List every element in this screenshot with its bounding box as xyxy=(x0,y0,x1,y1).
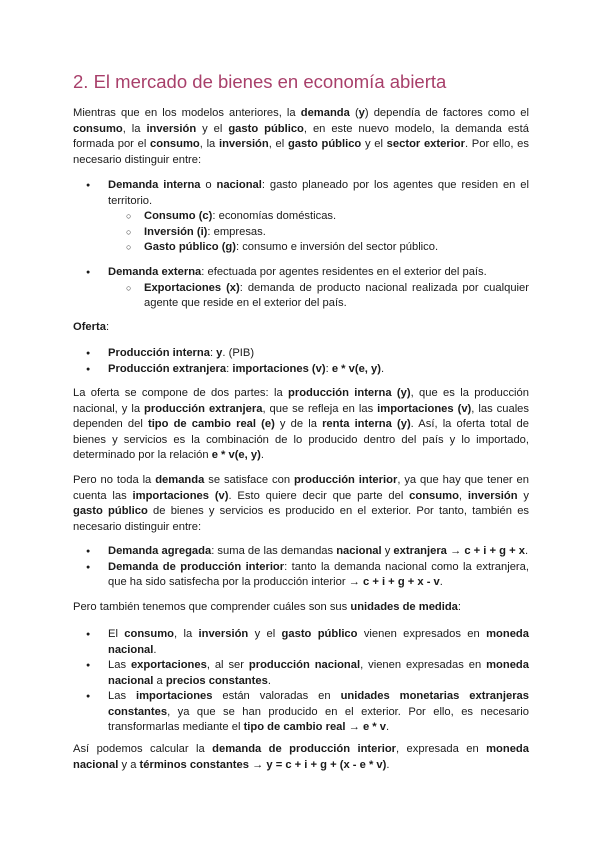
conclusion-paragraph xyxy=(73,742,529,773)
bold-term: c + i + g + x xyxy=(464,545,525,557)
bold-term: moneda nacional xyxy=(73,743,529,771)
bold-term: gasto público xyxy=(228,122,304,135)
bold-term: consumo xyxy=(409,489,459,502)
bold-term: moneda nacional xyxy=(108,659,529,687)
bold-term: importaciones (v) xyxy=(377,402,472,415)
list-item: ● El consumo, la inversión y el gasto público vienen expresados en moneda nacional. xyxy=(73,627,529,658)
list-item: ● Producción extranjera: importaciones (v): e * v(e, y). xyxy=(73,362,529,378)
sub-list-item: ○ Inversión (i): empresas. xyxy=(73,225,529,241)
list-item: ● Demanda interna o nacional: gasto planeado por los agentes que residen en el territorio. xyxy=(73,178,529,209)
bold-term: exportaciones xyxy=(130,659,207,671)
list-item: ● Demanda de producción interior: tanto la demanda nacional como la extranjera, que ha sido satisfecha por la producción interior → c + i + g + x - v. xyxy=(73,560,529,591)
bold-term: producción interior xyxy=(293,474,398,486)
sub-list-item: ○ Consumo (c): economías domésticas. xyxy=(73,209,529,225)
bold-term: consumo xyxy=(150,138,200,150)
bold-term: precios constantes xyxy=(165,674,268,687)
bold-term: inversión xyxy=(218,138,269,150)
bold-term: Producción interna xyxy=(108,347,210,359)
paragraph: Así podemos calcular la demanda de producción interior, expresada en moneda nacional y a términos constantes → y = c + i + g + (x - e * v). xyxy=(73,743,529,771)
imports-paragraph xyxy=(73,473,529,535)
sub-list-item: ○ Gasto público (g): consumo e inversión del sector público. xyxy=(73,240,529,256)
units-list xyxy=(73,627,529,736)
bold-term: producción interna (y) xyxy=(288,387,411,399)
bold-term: inversión xyxy=(198,628,249,640)
bold-term: tipo de cambio real xyxy=(243,721,346,733)
oferta-heading xyxy=(73,320,529,336)
bold-term: inversión xyxy=(146,122,197,135)
bold-term: extranjera xyxy=(393,545,447,557)
bold-term: e * v(e, y) xyxy=(211,449,261,461)
bold-term: e * v(e, y) xyxy=(331,362,381,375)
bold-term: Exportaciones (x) xyxy=(144,281,240,294)
supply-list xyxy=(73,346,529,377)
bullet-list xyxy=(73,178,529,256)
bullet-list xyxy=(73,346,529,377)
bold-term: demanda de producción interior xyxy=(212,743,397,755)
bold-term: gasto público xyxy=(281,628,358,640)
bold-term: Producción extranjera xyxy=(108,362,227,375)
section-title: 2. El mercado de bienes en economía abierta xyxy=(73,71,447,92)
list-item: ● Demanda externa: efectuada por agentes residentes en el exterior del país. xyxy=(73,265,529,281)
bold-term: e * v xyxy=(362,721,386,733)
bold-term: Oferta xyxy=(73,321,106,333)
bold-term: renta interna (y) xyxy=(322,418,411,430)
bullet-list xyxy=(73,265,529,312)
bold-term: y = c + i + g + (x - e * v) xyxy=(266,758,387,771)
paragraph: La oferta se compone de dos partes: la producción interna (y), que es la producción nacional, y la producción extranjera, que se refleja en las importaciones (v), las cuales dependen del tipo de cambio real (e) y de la renta interna (y). Así, la oferta total de bienes y servicios es la combinación de lo producido dentro del país y lo importado, determinado por la relación e * v(e, y). xyxy=(73,387,529,461)
bold-term: producción nacional xyxy=(248,659,361,671)
bold-term: Gasto público (g) xyxy=(144,241,236,253)
bold-term: importaciones xyxy=(136,690,213,702)
paragraph: Mientras que en los modelos anteriores, la demanda (y) dependía de factores como el consumo, la inversión y el gasto público, en este nuevo modelo, la demanda está formada por el consumo, la inversión, el gasto público y el sector exterior. Por ello, es necesario distinguir entre: xyxy=(73,107,530,166)
bold-term: Demanda agregada xyxy=(108,545,212,557)
bold-term: Inversión (i) xyxy=(144,225,208,238)
list-item: ● Producción interna: y. (PIB) xyxy=(73,346,529,362)
bold-term: gasto público xyxy=(73,505,148,517)
bold-term: nacional xyxy=(216,179,262,191)
list-item: ● Demanda agregada: suma de las demandas nacional y extranjera → c + i + g + x. xyxy=(73,544,529,560)
bold-term: consumo xyxy=(73,122,123,135)
bold-term: unidades de medida xyxy=(350,601,458,613)
bold-term: y xyxy=(216,347,223,359)
bold-term: tipo de cambio real (e) xyxy=(147,418,275,430)
bold-term: consumo xyxy=(124,628,175,640)
intro-paragraph xyxy=(73,106,529,168)
units-paragraph xyxy=(73,600,529,616)
bold-term: importaciones (v) xyxy=(132,489,229,502)
bold-term: sector exterior xyxy=(386,138,465,150)
bold-term: Demanda externa xyxy=(108,266,202,278)
bold-term: Demanda interna xyxy=(108,179,201,191)
domestic-demand-list xyxy=(73,178,529,256)
bold-term: importaciones (v) xyxy=(232,362,326,375)
bold-term: demanda xyxy=(155,474,205,486)
supply-paragraph xyxy=(73,386,529,464)
bold-term: gasto público xyxy=(287,138,362,150)
paragraph: Oferta: xyxy=(73,321,110,333)
bold-term: demanda xyxy=(300,107,350,119)
bullet-list xyxy=(73,627,529,736)
bold-term: Demanda de producción interior xyxy=(108,560,285,573)
sub-list-item: ○ Exportaciones (x): demanda de producto nacional realizada por cualquier agente que reside en el exterior del país. xyxy=(73,281,529,312)
list-item: ● Las importaciones están valoradas en unidades monetarias extranjeras constantes, ya que se han producido en el exterior. Por ello, es necesario transformarlas mediante el tipo de cambio real → e * v. xyxy=(73,689,529,736)
bullet-list xyxy=(73,544,529,591)
bold-term: nacional xyxy=(336,545,382,557)
bold-term: producción extranjera xyxy=(144,402,263,415)
demand-types-list xyxy=(73,544,529,591)
bold-term: Consumo (c) xyxy=(144,210,213,222)
list-item: ● Las exportaciones, al ser producción nacional, vienen expresadas en moneda nacional a precios constantes. xyxy=(73,658,529,689)
bold-term: moneda nacional xyxy=(108,628,529,656)
paragraph: Pero también tenemos que comprender cuáles son sus unidades de medida: xyxy=(73,601,462,613)
external-demand-list xyxy=(73,265,529,312)
bold-term: c + i + g + x - v xyxy=(362,576,440,588)
paragraph: Pero no toda la demanda se satisface con producción interior, ya que hay que tener en cuenta las importaciones (v). Esto quiere decir que parte del consumo, inversión y gasto público de bienes y servicios es producido en el exterior. Por tanto, también es necesario distinguir entre: xyxy=(73,474,530,533)
bold-term: unidades monetarias extranjeras constantes xyxy=(108,690,529,718)
bold-term: y xyxy=(358,107,365,119)
bold-term: inversión xyxy=(467,489,518,502)
bold-term: términos constantes xyxy=(139,758,249,771)
